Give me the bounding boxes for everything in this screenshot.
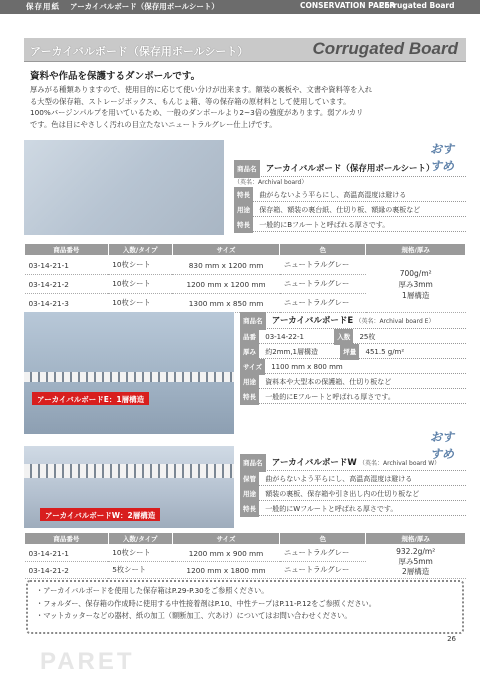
- description-line: です。色は目にやさしく汚れの目立たないニュートラルグレー仕上げです。: [30, 119, 277, 129]
- note-line: ・マットカッターなどの器材、紙の加工（額断加工、穴あけ）についてはお問い合わせください。: [36, 611, 352, 620]
- header-band: [0, 0, 480, 14]
- name-label: 商品名: [240, 312, 266, 330]
- watermark-logo: PARET: [40, 648, 135, 675]
- feature-text: 資料本や大型本の保護箱、仕切り板など: [265, 378, 392, 386]
- table-cell: 10枚シート: [108, 275, 172, 294]
- table-cell: 1200 mm x 900 mm: [172, 545, 280, 562]
- table-cell: 03-14-21-1: [25, 256, 109, 275]
- table-header: 入数/タイプ: [108, 533, 172, 545]
- note-line: ・フォルダー、保存箱の作成時に使用する中性接着剤はP.10、中性テープはP.11-P.12をご参照ください。: [36, 598, 376, 608]
- note-line: ・アーカイバルボードを使用した保存箱はP.29-P.30をご参照ください。: [36, 586, 269, 595]
- lead-text: 資料や作品を保護するダンボールです。: [30, 71, 201, 82]
- feature-row: [240, 486, 466, 501]
- table-cell: 830 mm x 1200 mm: [172, 256, 280, 275]
- feature-row: [234, 217, 466, 232]
- notes-box: [26, 580, 464, 634]
- feature-text: 一般的にWフルートと呼ばれる厚さです。: [265, 505, 398, 513]
- product2-name-row: [240, 312, 466, 329]
- table-cell: 1200 mm x 1800 mm: [172, 562, 280, 579]
- spec-cell: [366, 545, 466, 579]
- page-title-jp: アーカイバルボード（保存用ボールシート）: [30, 45, 249, 58]
- spec-weight: 932.2g/m²: [396, 546, 436, 556]
- table-header: サイズ: [172, 533, 280, 545]
- description-line: 厚みがる種類ありますので、使用目的に応じて使い分けが出来ます。額装の裏板や、文書や資料等を入れ: [30, 85, 373, 94]
- name-label: 商品名: [234, 160, 260, 178]
- table-header-row: [25, 533, 466, 545]
- feature-row: [240, 374, 466, 389]
- spec-cell: [366, 256, 466, 313]
- product3-callout: アーカイバルボードW：2層構造: [40, 508, 160, 521]
- title-bar: [24, 38, 466, 62]
- table-cell: 03-14-21-1: [25, 545, 109, 562]
- size-label: サイズ: [240, 359, 265, 375]
- header-category: 保存用紙: [26, 2, 60, 11]
- feature-label: 用途: [240, 374, 259, 390]
- table-header: 規格/厚み: [366, 533, 466, 545]
- table-cell: ニュートラルグレー: [280, 562, 366, 579]
- product2-weight: 451.5 g/m²: [365, 348, 405, 356]
- description: [30, 84, 460, 130]
- table-cell: 03-14-21-2: [25, 562, 109, 579]
- table-cell: 1300 mm x 850 mm: [172, 294, 280, 313]
- product2-number: 03-14-22-1: [265, 333, 304, 341]
- feature-label: 用途: [240, 486, 259, 502]
- product2-name: アーカイバルボードE: [271, 316, 354, 326]
- thickness-label: 厚み: [240, 344, 259, 360]
- spec-structure: 1層構造: [402, 290, 430, 300]
- product1-name: アーカイバルボード（保存用ボールシート）: [265, 164, 435, 174]
- feature-text: 一般的にBフルートと呼ばれる厚さです。: [259, 221, 390, 229]
- header-category-en: CONSERVATION PAPER: [300, 1, 396, 10]
- feature-row: [240, 389, 466, 404]
- weight-label: 坪量: [340, 344, 359, 360]
- number-label: 品番: [240, 329, 259, 345]
- description-line: 100%バージンパルプを用いているため、一般のダンボールより2~3倍の強度があります。弱アルカリ: [30, 108, 364, 117]
- product-photo-board: [24, 140, 224, 235]
- table-row: [25, 545, 466, 562]
- table-header: 色: [280, 244, 366, 256]
- product3-alias: （英名：Archival board W）: [359, 460, 441, 467]
- feature-text: 額装の裏板、保存箱や引き出し内の仕切り板など: [265, 490, 420, 498]
- product2-qty: 25枚: [359, 333, 376, 341]
- product3-info: [240, 454, 466, 516]
- flute-edge: [24, 372, 234, 382]
- name-label: 商品名: [240, 454, 266, 472]
- feature-row: [234, 187, 466, 202]
- product3-name: アーカイバルボードW: [271, 458, 357, 468]
- product2-size: 1100 mm x 800 mm: [271, 363, 343, 371]
- table-cell: ニュートラルグレー: [280, 275, 366, 294]
- qty-label: 入数: [334, 329, 353, 345]
- recommend-badge: おすすめ: [430, 142, 455, 173]
- feature-text: 曲がらないよう平らにし、高温高湿度は避ける: [265, 475, 413, 483]
- feature-row: [240, 501, 466, 516]
- spec-thickness: 厚み5mm: [398, 556, 433, 566]
- product1-name-row: [234, 160, 466, 177]
- table-header: サイズ: [172, 244, 280, 256]
- feature-row: [240, 471, 466, 486]
- product3-table: [24, 532, 466, 579]
- product1-table: [24, 243, 466, 313]
- product-photo-board-e: [24, 312, 234, 434]
- table-cell: 10枚シート: [108, 545, 172, 562]
- feature-label: 保管: [240, 471, 259, 487]
- product2-thickness-row: [240, 344, 466, 359]
- table-cell: 03-14-21-2: [25, 275, 109, 294]
- feature-label: 特長: [240, 389, 259, 405]
- product2-thickness: 約2mm,1層構造: [265, 348, 319, 356]
- product3-name-row: [240, 454, 466, 471]
- table-header: 商品番号: [25, 244, 109, 256]
- table-header: 色: [280, 533, 366, 545]
- flute-edge: [24, 464, 234, 478]
- product2-info: [240, 312, 466, 404]
- header-product-jp: アーカイバルボード（保存用ボールシート）: [70, 2, 219, 11]
- table-header: 入数/タイプ: [108, 244, 172, 256]
- product2-alias: （英名：Archival board E）: [355, 318, 435, 325]
- recommend-badge: おすすめ: [430, 430, 455, 461]
- spec-structure: 2層構造: [402, 566, 430, 576]
- page-number: 26: [447, 635, 456, 643]
- spec-thickness: 厚み3mm: [398, 279, 433, 289]
- table-cell: ニュートラルグレー: [280, 294, 366, 313]
- table-cell: 10枚シート: [108, 256, 172, 275]
- table-cell: 03-14-21-3: [25, 294, 109, 313]
- description-line: る大型の保存箱、ストレージボックス、もんじょ箱、等の保存箱の原材料として使用しています。: [30, 96, 351, 106]
- feature-text: 曲がらないよう平らにし、高温高湿度は避ける: [259, 191, 407, 199]
- product1-alias: （英名：Archival board）: [234, 179, 308, 186]
- feature-label: 特長: [234, 187, 253, 203]
- product2-size-row: [240, 359, 466, 374]
- table-cell: 5枚シート: [108, 562, 172, 579]
- product2-callout: アーカイバルボードE：1層構造: [32, 392, 149, 405]
- table-header: 商品番号: [25, 533, 109, 545]
- feature-text: 保存箱、額装の裏台紙、仕切り板、額縁の裏板など: [259, 206, 421, 214]
- product1-info: [234, 160, 466, 232]
- table-cell: ニュートラルグレー: [280, 545, 366, 562]
- feature-label: 用途: [234, 202, 253, 218]
- header-product-en: Corrugated Board: [379, 1, 455, 10]
- feature-label: 特長: [234, 217, 253, 233]
- table-row: [25, 256, 466, 275]
- table-cell: ニュートラルグレー: [280, 256, 366, 275]
- table-cell: 10枚シート: [108, 294, 172, 313]
- feature-row: [234, 202, 466, 217]
- spec-weight: 700g/m²: [399, 268, 432, 278]
- page-title-en: Corrugated Board: [312, 39, 458, 58]
- table-cell: 1200 mm x 1200 mm: [172, 275, 280, 294]
- feature-label: 特長: [240, 501, 259, 517]
- table-header-row: [25, 244, 466, 256]
- table-header: 規格/厚み: [366, 244, 466, 256]
- feature-text: 一般的にEフルートと呼ばれる厚さです。: [265, 393, 395, 401]
- product2-number-row: [240, 329, 466, 344]
